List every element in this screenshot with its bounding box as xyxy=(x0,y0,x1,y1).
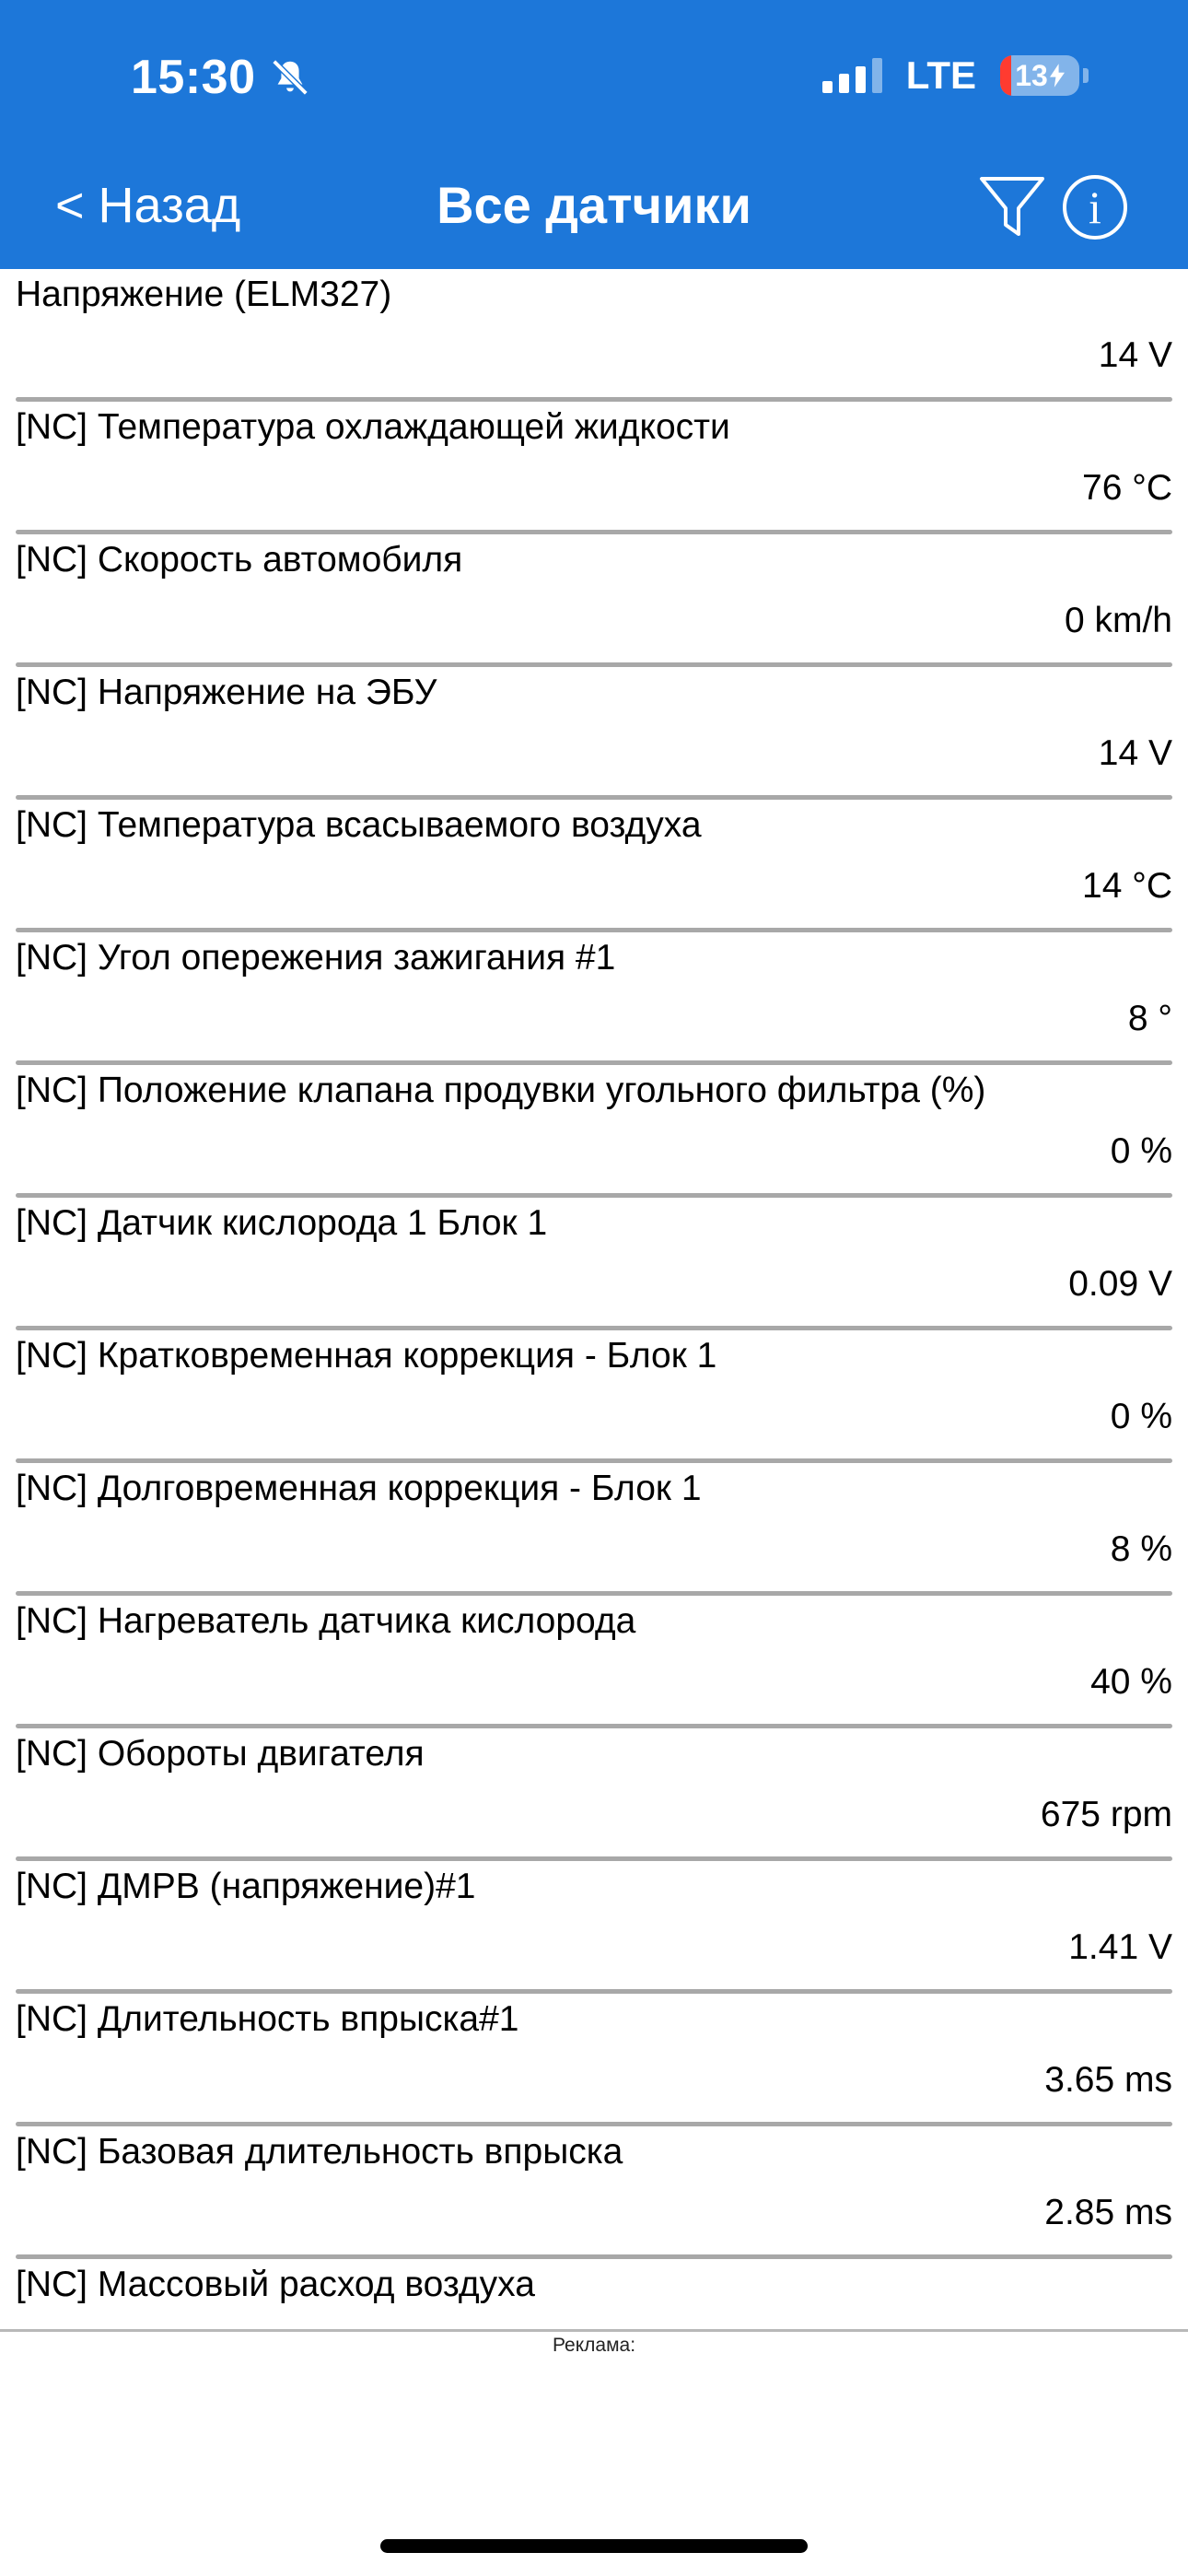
sensor-row[interactable] xyxy=(0,1596,1188,1728)
sensor-row[interactable] xyxy=(0,2259,1188,2329)
info-icon: i xyxy=(1089,181,1101,233)
sensor-row[interactable] xyxy=(0,1994,1188,2126)
sensor-value: 40 % xyxy=(1090,1662,1172,1702)
sensor-value: 14 V xyxy=(1098,335,1172,375)
sensor-value: 1.41 V xyxy=(1068,1927,1172,1967)
battery-tip xyxy=(1083,68,1089,83)
sensor-name: [NC] Температура охлаждающей жидкости xyxy=(16,407,730,447)
sensor-name: [NC] Скорость автомобиля xyxy=(16,540,463,580)
network-type: LTE xyxy=(905,53,976,97)
sensor-value: 8 % xyxy=(1110,1529,1172,1569)
sensor-name: [NC] Длительность впрыска#1 xyxy=(16,1999,519,2039)
sensor-row[interactable] xyxy=(0,667,1188,800)
sensor-value: 14 V xyxy=(1098,733,1172,773)
sensor-value: 0.09 V xyxy=(1068,1264,1172,1304)
sensor-row[interactable] xyxy=(0,1198,1188,1330)
sensor-row[interactable] xyxy=(0,534,1188,667)
sensor-name: [NC] Напряжение на ЭБУ xyxy=(16,673,437,712)
status-bar-time xyxy=(131,50,311,105)
sensor-value: 0 % xyxy=(1110,1131,1172,1171)
ad-label: Реклама: xyxy=(552,2335,636,2356)
sensor-row[interactable] xyxy=(0,269,1188,402)
bell-muted-icon xyxy=(269,56,311,99)
back-button[interactable]: < Назад xyxy=(55,178,241,233)
sensor-row[interactable] xyxy=(0,1330,1188,1463)
sensor-name: [NC] Массовый расход воздуха xyxy=(16,2265,535,2304)
sensor-row[interactable] xyxy=(0,932,1188,1065)
cellular-signal-icon xyxy=(822,58,882,93)
sensor-name: [NC] Температура всасываемого воздуха xyxy=(16,805,702,845)
page-title: Все датчики xyxy=(437,176,751,234)
home-indicator[interactable] xyxy=(380,2539,808,2553)
info-button[interactable] xyxy=(1063,175,1127,240)
sensor-row[interactable] xyxy=(0,402,1188,534)
sensor-name: [NC] Нагреватель датчика кислорода xyxy=(16,1601,636,1641)
filter-button[interactable] xyxy=(976,170,1048,241)
sensor-row[interactable] xyxy=(0,2126,1188,2259)
sensor-name: [NC] Базовая длительность впрыска xyxy=(16,2132,623,2172)
battery-level: 13 xyxy=(1015,58,1048,92)
ad-divider xyxy=(0,2329,1188,2332)
status-time-label: 15:30 xyxy=(131,51,256,104)
sensor-value: 2.85 ms xyxy=(1044,2193,1172,2232)
sensor-value: 3.65 ms xyxy=(1044,2060,1172,2100)
sensor-row[interactable] xyxy=(0,1463,1188,1596)
app-header xyxy=(0,0,1188,269)
sensor-name: [NC] ДМРВ (напряжение)#1 xyxy=(16,1867,476,1906)
sensor-name: [NC] Угол опережения зажигания #1 xyxy=(16,938,616,978)
sensor-row[interactable] xyxy=(0,800,1188,932)
sensor-value: 8 ° xyxy=(1127,999,1172,1038)
sensor-list[interactable] xyxy=(0,269,1188,2329)
sensor-name: [NC] Кратковременная коррекция - Блок 1 xyxy=(16,1336,717,1376)
sensor-name: [NC] Обороты двигателя xyxy=(16,1734,425,1774)
filter-icon xyxy=(976,170,1048,241)
sensor-value: 0 km/h xyxy=(1064,601,1172,640)
battery-icon xyxy=(1000,55,1079,96)
sensor-name: [NC] Датчик кислорода 1 Блок 1 xyxy=(16,1203,548,1243)
charging-bolt-icon xyxy=(1050,64,1065,88)
sensor-value: 76 °C xyxy=(1082,468,1172,508)
sensor-value: 675 rpm xyxy=(1040,1795,1172,1834)
sensor-value: 0 % xyxy=(1110,1397,1172,1436)
sensor-row[interactable] xyxy=(0,1728,1188,1861)
sensor-row[interactable] xyxy=(0,1065,1188,1198)
sensor-name: Напряжение (ELM327) xyxy=(16,275,392,314)
status-bar-right xyxy=(822,53,1089,98)
sensor-name: [NC] Долговременная коррекция - Блок 1 xyxy=(16,1469,702,1508)
sensor-row[interactable] xyxy=(0,1861,1188,1994)
sensor-name: [NC] Положение клапана продувки угольного фильтра (%) xyxy=(16,1071,986,1110)
sensor-value: 14 °C xyxy=(1082,866,1172,906)
